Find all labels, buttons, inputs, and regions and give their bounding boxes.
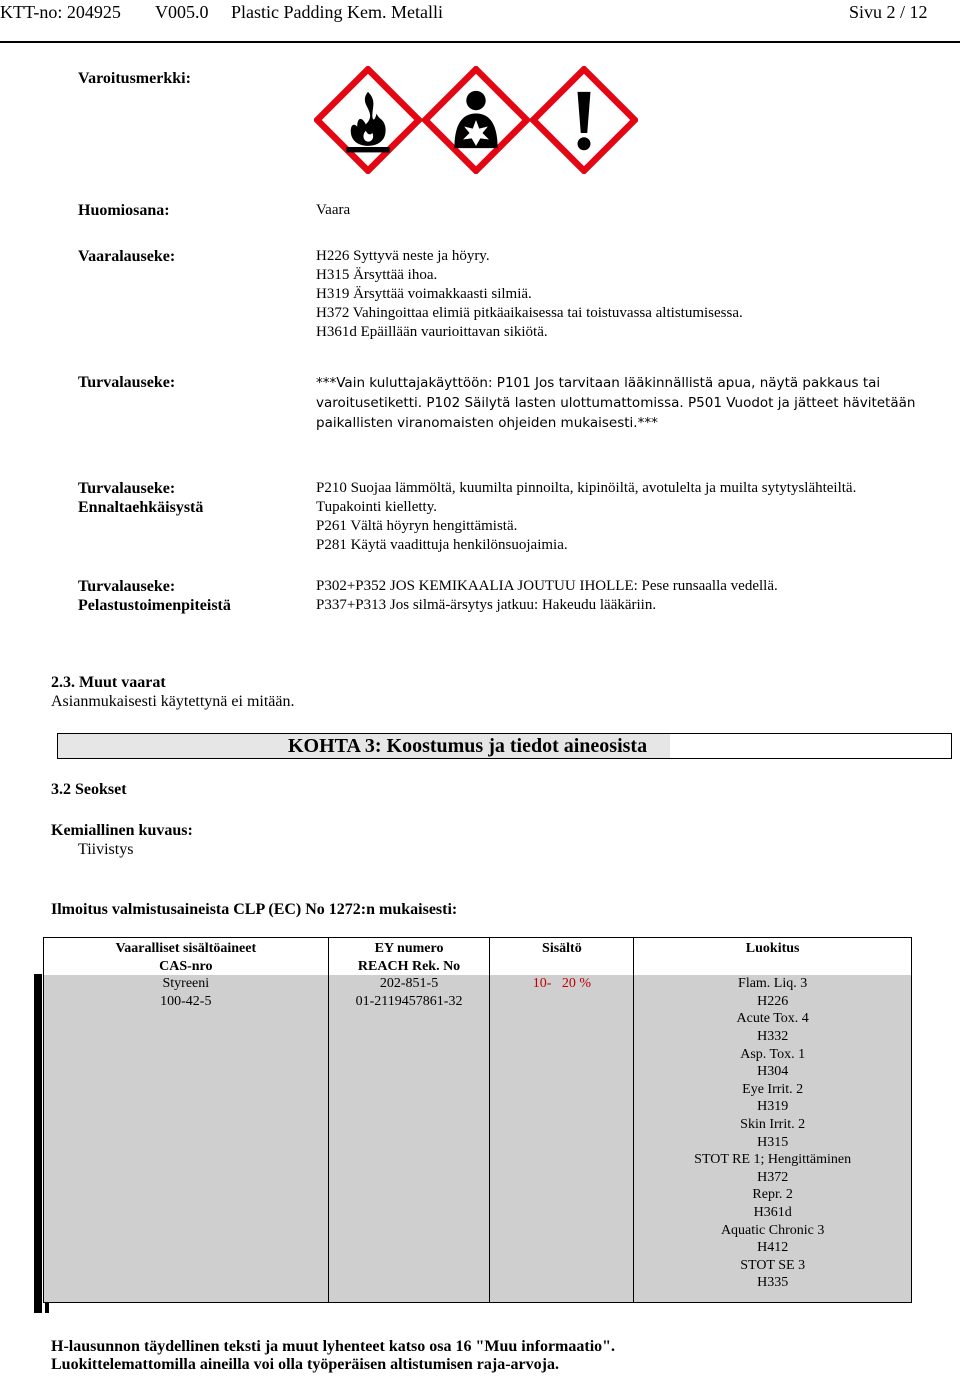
header-ec-line1: EY numero [374,941,444,956]
product-name: Plastic Padding Kem. Metalli [231,2,443,22]
classification-line: Acute Tox. 4 [736,1011,809,1027]
response-statements [316,577,778,615]
classification-line: H332 [757,1028,789,1044]
header-ec-line2: REACH Rek. No [357,958,461,974]
health-hazard-pictogram-icon [422,66,530,174]
hazard-line: H319 Ärsyttää voimakkaasti silmiä. [316,286,532,302]
chemical-description-value: Tiivistys [78,841,134,858]
ingredient-name: Styreeni [162,976,210,992]
response-label [78,577,231,615]
precautionary-label: Turvalauseke: [78,374,176,391]
other-hazards-text: Asianmukaisesti käytettynä ei mitään. [51,693,295,710]
page-number: Sivu 2 / 12 [849,2,928,22]
clp-heading: Ilmoitus valmistusaineista CLP (EC) No 1272:n mukaisesti: [51,901,458,918]
header-classification [634,938,912,976]
classification-line: Asp. Tox. 1 [740,1046,806,1062]
consumer-line: varoitusetiketti. P102 Säilytä lasten ulottumattomissa. P501 Vuodot ja jätteet hävitetään [316,395,916,411]
classification-line: H304 [757,1064,789,1080]
classification-line: H319 [757,1099,789,1115]
prevention-statements [316,479,856,555]
prevention-line: P281 Käytä vaadittuja henkilönsuojaimia. [316,537,568,553]
response-label-line1: Turvalauseke: [78,578,176,595]
header-classification-label: Luokitus [745,941,800,956]
exclamation-pictogram-icon [530,66,638,174]
prevention-line: P261 Vältä höyryn hengittämistä. [316,518,518,534]
hazard-line: H372 Vahingoittaa elimiä pitkäaikaisessa tai toistuvassa altistumisessa. [316,305,743,321]
consumer-line: ***Vain kuluttajakäyttöön: P101 Jos tarvitaan lääkinnällistä apua, näytä pakkaus tai [316,375,881,391]
prevention-label-line2: Ennaltaehkäisystä [78,499,204,516]
header-content [490,938,634,976]
response-line: P302+P352 JOS KEMIKAALIA JOUTUU IHOLLE: Pese runsaalla vedellä. [316,578,778,594]
section3-bar [57,733,952,759]
chemical-description-label: Kemiallinen kuvaus: [51,822,193,839]
header-ingredient [44,938,329,976]
cell-ingredient [44,975,329,1302]
classification-line: Skin Irrit. 2 [740,1116,806,1132]
consumer-statements [316,373,915,433]
section3-title: KOHTA 3: Koostumus ja tiedot aineosista [288,735,648,757]
cell-ec-number [328,975,490,1302]
flame-pictogram-icon [314,66,422,174]
classification-line: Aquatic Chronic 3 [720,1222,825,1238]
classification-line: H315 [757,1134,789,1150]
table-header-row [44,938,912,976]
header-ingredient-line2: CAS-nro [159,958,213,974]
hazard-line: H226 Syttyvä neste ja höyry. [316,248,490,264]
other-hazards-heading: 2.3. Muut vaarat [51,674,166,691]
ingredient-content: 10- 20 % [532,976,592,992]
classification-line: STOT RE 1; Hengittäminen [694,1152,852,1168]
ingredient-cas: 100-42-5 [160,993,212,1009]
prevention-label-line1: Turvalauseke: [78,480,176,497]
ingredient-ec: 202-851-5 [379,976,439,992]
classification-line: Eye Irrit. 2 [742,1081,804,1097]
signal-word-label: Huomiosana: [78,202,170,219]
signal-word-value: Vaara [316,202,351,218]
version: V005.0 [155,2,209,22]
table-row [44,975,912,1302]
classification-line: H335 [757,1275,789,1291]
footer-note-1: H-lausunnon täydellinen teksti ja muut lyhenteet katso osa 16 "Muu informaatio". [51,1338,616,1355]
classification-line: STOT SE 3 [740,1257,806,1273]
header-divider [0,41,960,43]
warning-symbol-label: Varoitusmerkki: [78,70,191,87]
hazard-statements-list [316,247,743,342]
header-ingredient-line1: Vaaralliset sisältöaineet [115,941,257,956]
cell-content [490,975,634,1302]
ktt-number: KTT-no: 204925 [0,2,121,22]
prevention-line: Tupakointi kielletty. [316,499,437,515]
ingredient-reach: 01-2119457861-32 [355,993,463,1009]
classification-line: Repr. 2 [752,1187,793,1203]
page-header [0,0,960,26]
response-line: P337+P313 Jos silmä-ärsytys jatkuu: Hakeudu lääkäriin. [316,597,657,613]
change-marker-bar [34,974,42,1313]
classification-line: H372 [757,1169,789,1185]
hazard-line: H315 Ärsyttää ihoa. [316,267,438,283]
classification-line: H412 [757,1240,789,1256]
classification-line: H361d [753,1204,792,1220]
composition-table [43,937,912,1303]
cell-classification [634,975,912,1302]
consumer-line: paikallisten viranomaisten ohjeiden mukaisesti.*** [316,415,658,431]
header-content-label: Sisältö [542,941,582,956]
hazard-statements-label: Vaaralauseke: [78,248,176,265]
mixtures-heading: 3.2 Seokset [51,781,127,798]
footer-note-2: Luokittelemattomilla aineilla voi olla työperäisen altistumisen raja-arvoja. [51,1356,559,1373]
hazard-line: H361d Epäillään vaurioittavan sikiötä. [316,324,548,340]
prevention-line: P210 Suojaa lämmöltä, kuumilta pinnoilta, kipinöiltä, avotulelta ja muilta sytytyslähteiltä. [316,480,857,496]
classification-line: H226 [757,993,789,1009]
response-label-line2: Pelastustoimenpiteistä [78,597,231,614]
classification-line: Flam. Liq. 3 [738,976,808,992]
header-ec-number [328,938,490,976]
prevention-label [78,479,203,517]
